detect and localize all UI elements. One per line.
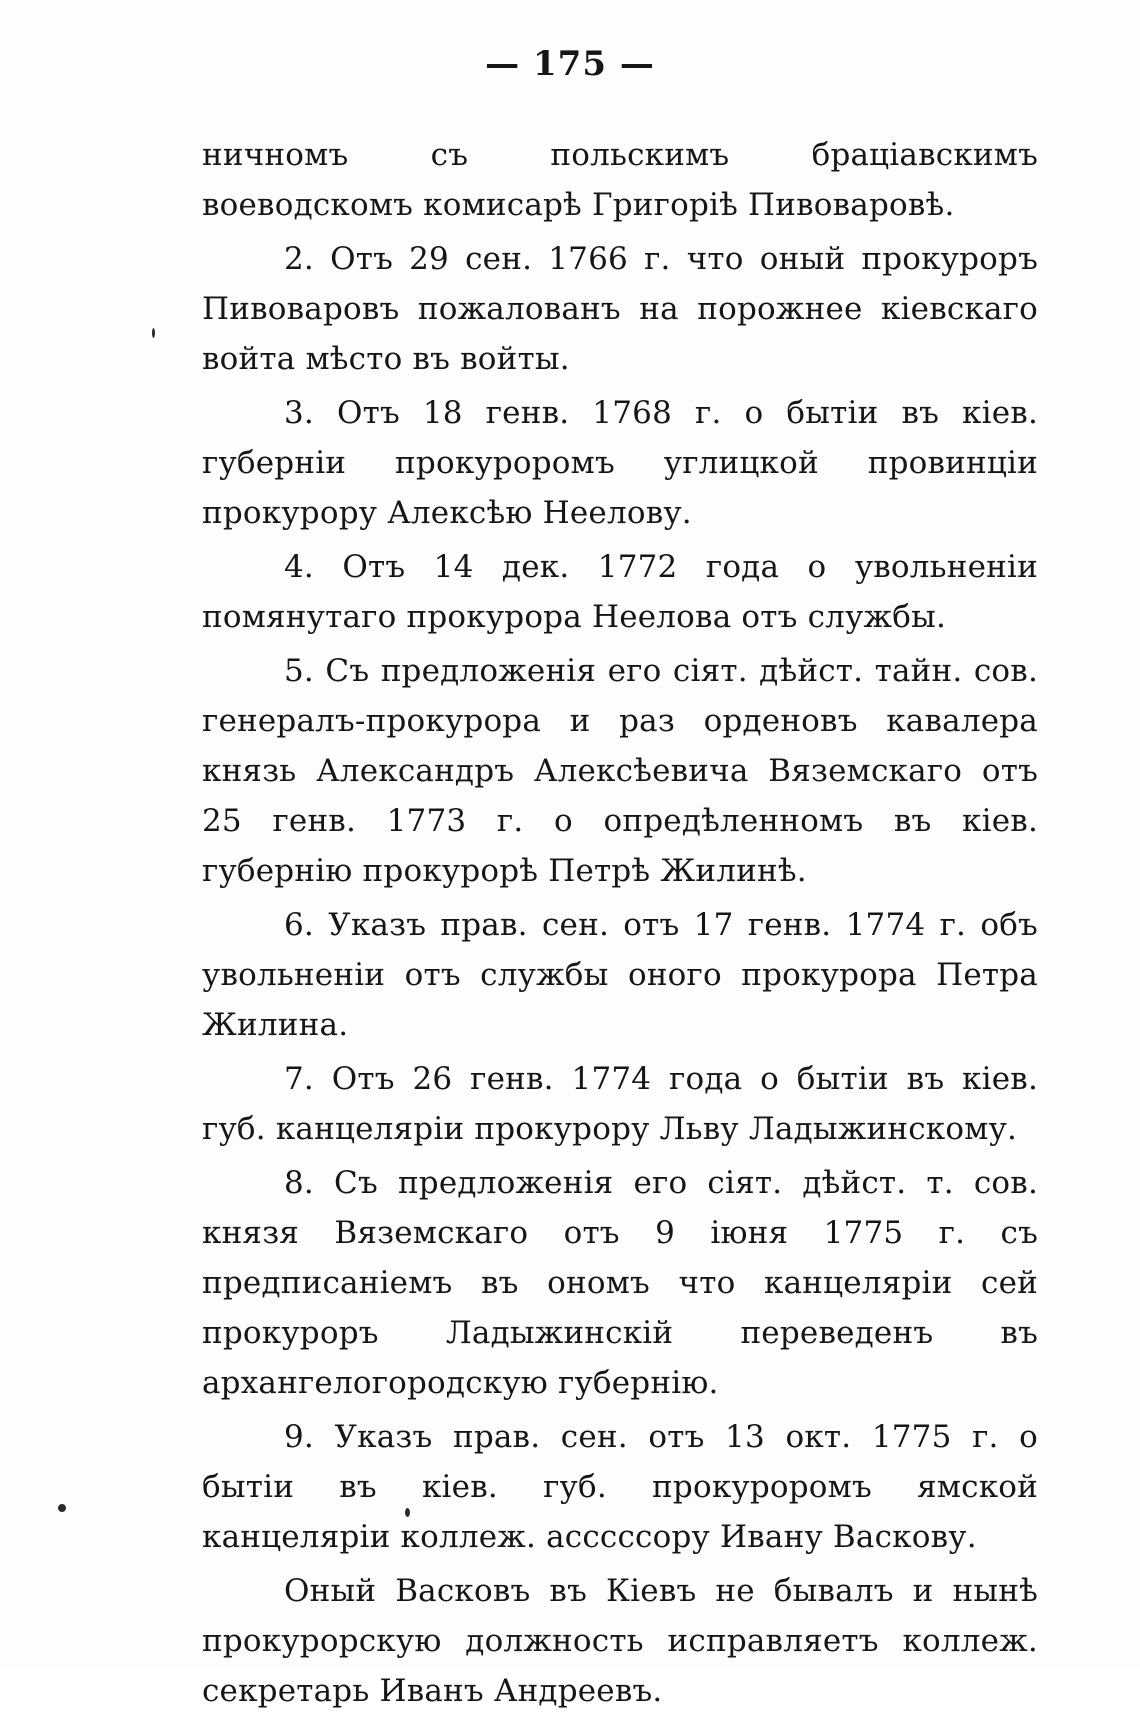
paragraph-item-7: 7. Отъ 26 генв. 1774 года о бытіи въ кіев. губ. канцеляріи прокурору Льву Ладыжинскому.: [202, 1061, 1038, 1147]
scan-speck: [405, 1508, 410, 1517]
paragraph-item-5: 5. Съ предложенія его сіят. дѣйст. тайн. сов. генералъ-прокурора и раз орденовъ кавалера князь Александръ Алексѣевича Вяземскаго отъ 25 генв. 1773 г. о опредѣленномъ въ кіев. губернію прокурорѣ Петрѣ Жилинѣ.: [202, 653, 1038, 889]
paragraph-item-3: 3. Отъ 18 генв. 1768 г. о бытіи въ кіев. губерніи прокуроромъ углицкой провинціи прокурору Алексѣю Неелову.: [202, 395, 1038, 531]
paragraph-item-9: 9. Указъ прав. сен. отъ 13 окт. 1775 г. о бытіи въ кіев. губ. прокуроромъ ямской канцеляріи коллеж. асссссору Ивану Васкову.: [202, 1419, 1038, 1555]
paragraph-item-8: 8. Съ предложенія его сіят. дѣйст. т. сов. князя Вяземскаго отъ 9 іюня 1775 г. съ предписаніемъ въ ономъ что канцеляріи сей прокуроръ Ладыжинскій переведенъ въ архангелогородскую губернію.: [202, 1165, 1038, 1401]
paragraph-item-2: 2. Отъ 29 сен. 1766 г. что оный прокуроръ Пивоваровъ пожалованъ на порожнее кіевскаго войта мѣсто въ войты.: [202, 241, 1038, 377]
paragraph-closing-note: Оный Васковъ въ Кіевъ не бывалъ и нынѣ прокурорскую должность исправляетъ коллеж. секретарь Иванъ Андреевъ.: [202, 1573, 1038, 1709]
paragraph-item-4: 4. Отъ 14 дек. 1772 года о увольненіи помянутаго прокурора Неелова отъ службы.: [202, 549, 1038, 635]
scan-speck: [58, 1504, 66, 1512]
paragraph-item-6: 6. Указъ прав. сен. отъ 17 генв. 1774 г. объ увольненіи отъ службы оного прокурора Петра Жилина.: [202, 907, 1038, 1043]
scan-speck: [152, 328, 155, 338]
body-text: [202, 130, 1038, 1709]
paragraph-continuation: ничномъ съ польскимъ браціавскимъ воеводскомъ комисарѣ Григорiѣ Пивоваровѣ.: [202, 137, 1038, 223]
page-number: — 175 —: [0, 44, 1140, 84]
